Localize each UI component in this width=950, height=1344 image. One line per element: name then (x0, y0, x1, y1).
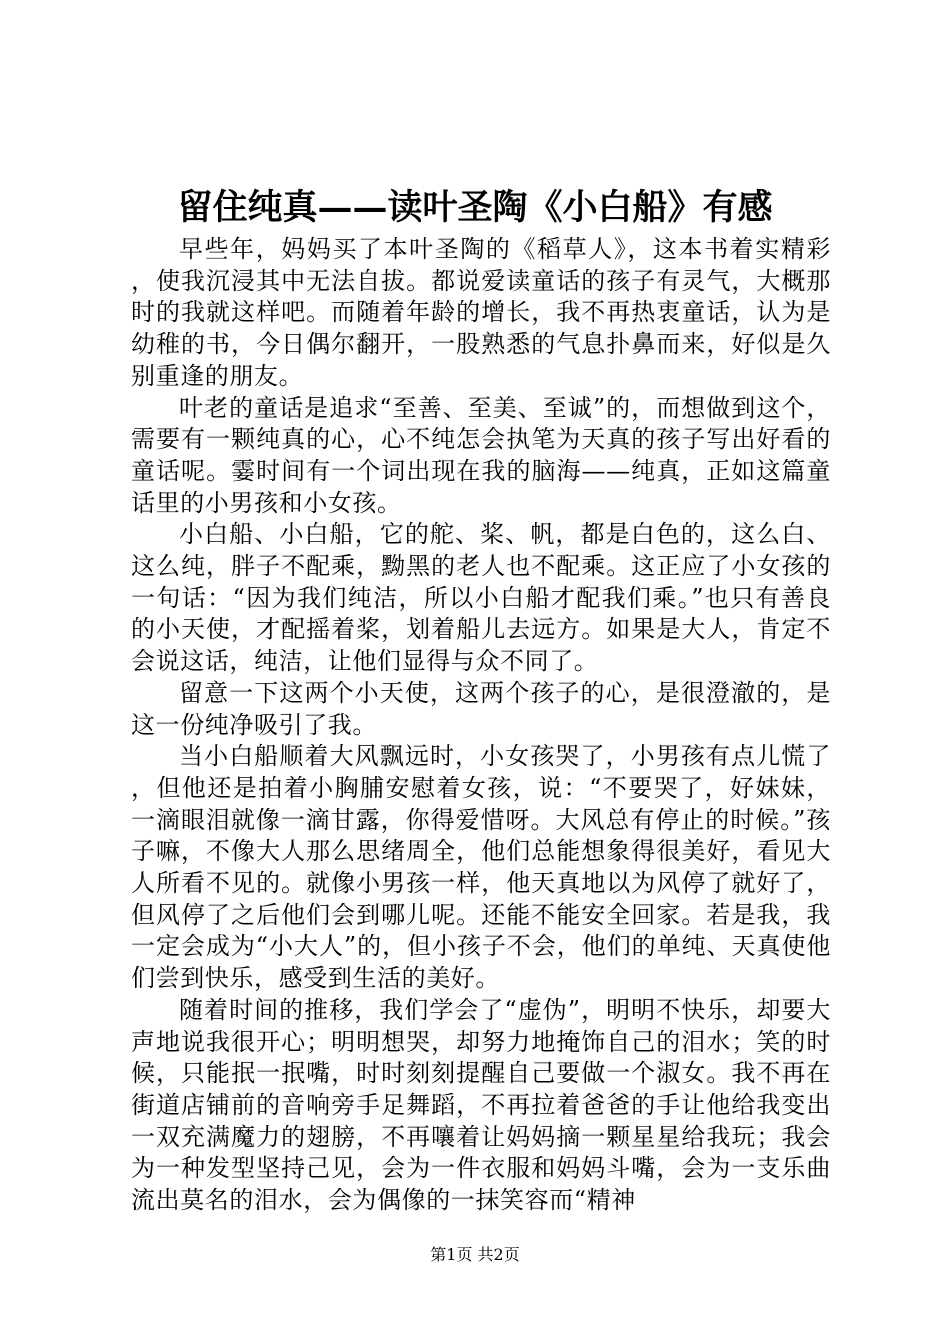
document-title: 留住纯真——读叶圣陶《小白船》有感 (177, 187, 773, 228)
paragraph: 当小白船顺着大风飘远时，小女孩哭了，小男孩有点儿慌了，但他还是拍着小胸脯安慰着女孩，说：“不要哭了，好妹妹，一滴眼泪就像一滴甘露，你得爱惜呀。大风总有停止的时候。”孩子嘛，不像大人那么思绪周全，他们总能想象得很美好，看见大人所看不见的。就像小男孩一样，他天真地以为风停了就好了，但风停了之后他们会到哪儿呢。还能不能安全回家。若是我，我一定会成为“小大人”的，但小孩子不会，他们的单纯、天真使他们尝到快乐，感受到生活的美好。 (131, 742, 831, 993)
page-number-footer: 第1页 共2页 (430, 1245, 520, 1264)
document-body (131, 234, 831, 1217)
paragraph: 早些年，妈妈买了本叶圣陶的《稻草人》，这本书着实精彩，使我沉浸其中无法自拔。都说爱读童话的孩子有灵气，大概那时的我就这样吧。而随着年龄的增长，我不再热衷童话，认为是幼稚的书，今日偶尔翻开，一股熟悉的气息扑鼻而来，好似是久别重逢的朋友。 (131, 235, 831, 390)
paragraph: 留意一下这两个小天使，这两个孩子的心，是很澄澈的，是这一份纯净吸引了我。 (131, 678, 831, 739)
paragraph: 叶老的童话是追求“至善、至美、至诚”的，而想做到这个，需要有一颗纯真的心，心不纯怎会执笔为天真的孩子写出好看的童话呢。霎时间有一个词出现在我的脑海——纯真，正如这篇童话里的小男孩和小女孩。 (131, 393, 831, 517)
paragraph: 小白船、小白船，它的舵、桨、帆，都是白色的，这么白、这么纯，胖子不配乘，黝黑的老人也不配乘。这正应了小女孩的一句话：“因为我们纯洁，所以小白船才配我们乘。”也只有善良的小天使，才配摇着桨，划着船儿去远方。如果是大人，肯定不会说这话，纯洁，让他们显得与众不同了。 (131, 520, 831, 676)
paragraph: 随着时间的推移，我们学会了“虚伪”，明明不快乐，却要大声地说我很开心；明明想哭，却努力地掩饰自己的泪水；笑的时候，只能抿一抿嘴，时时刻刻提醒自己要做一个淑女。我不再在街道店铺前的音响旁手足舞蹈，不再拉着爸爸的手让他给我变出一双充满魔力的翅膀，不再嚷着让妈妈摘一颗星星给我玩；我会为一种发型坚持己见，会为一件衣服和妈妈斗嘴，会为一支乐曲流出莫名的泪水，会为偶像的一抹笑容而“精神 (131, 995, 831, 1215)
